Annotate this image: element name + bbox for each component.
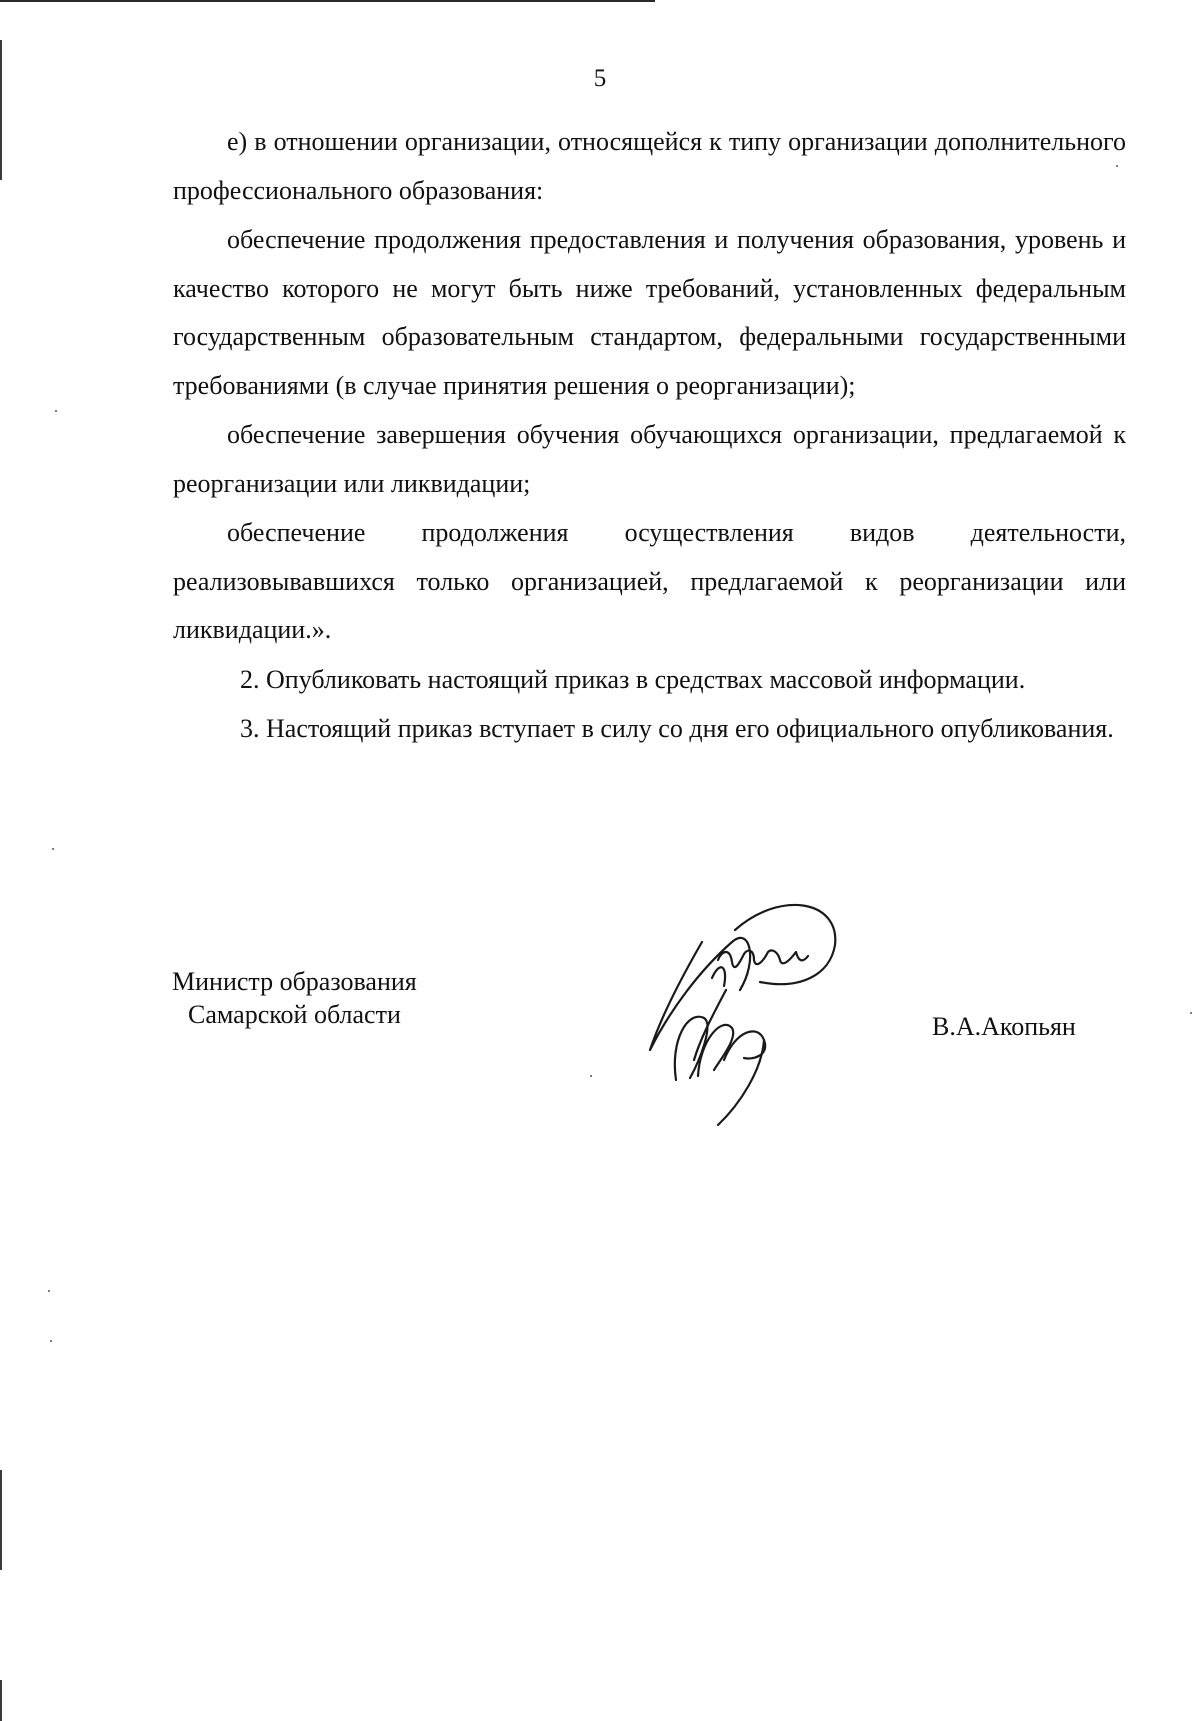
paragraph-completion-training: обеспечение завершения обучения обучающихся организации, предлагаемой к реорганизации или ликвидации; [173, 420, 1126, 498]
paragraph-point-2: 2. Опубликовать настоящий приказ в средствах массовой информации. [240, 664, 1026, 694]
scan-edge-left [0, 1680, 2, 1721]
scan-speck [48, 1290, 50, 1292]
page-number: 5 [593, 65, 607, 92]
signatory-title-line2: Самарской области [188, 1000, 401, 1029]
paragraph-item-e: е) в отношении организации, относящейся к типу организации дополнительного профессионального образования: [173, 127, 1126, 205]
paragraph-continuation-activities: обеспечение продолжения осуществления видов деятельности, реализовывавшихся только организацией, предлагаемой к реорганизации или ликвидации.». [173, 518, 1126, 644]
scan-speck [55, 410, 57, 412]
signatory-title-line1: Министр образования [172, 967, 417, 996]
paragraph-point-3: 3. Настоящий приказ вступает в силу со дня его официального опубликования. [240, 714, 1114, 743]
scan-speck [52, 848, 54, 850]
paragraph-continuation-education: обеспечение продолжения предоставления и получения образования, уровень и качество которого не могут быть ниже требований, установленных федеральным государственным образовательным стандартом, федеральными государственными требованиями (в случае принятия решения о реорганизации); [173, 225, 1126, 400]
signatory-name: В.А.Акопьян [932, 1012, 1076, 1041]
scan-speck [1190, 1012, 1192, 1014]
document-body [173, 118, 1126, 755]
scan-edge-left [0, 1470, 2, 1570]
handwritten-signature [640, 890, 850, 1130]
scan-edge-top [0, 0, 655, 2]
signatory-title [172, 965, 417, 1031]
scan-edge-left [0, 40, 2, 180]
scan-speck [50, 1340, 52, 1342]
scan-speck [590, 1075, 592, 1077]
